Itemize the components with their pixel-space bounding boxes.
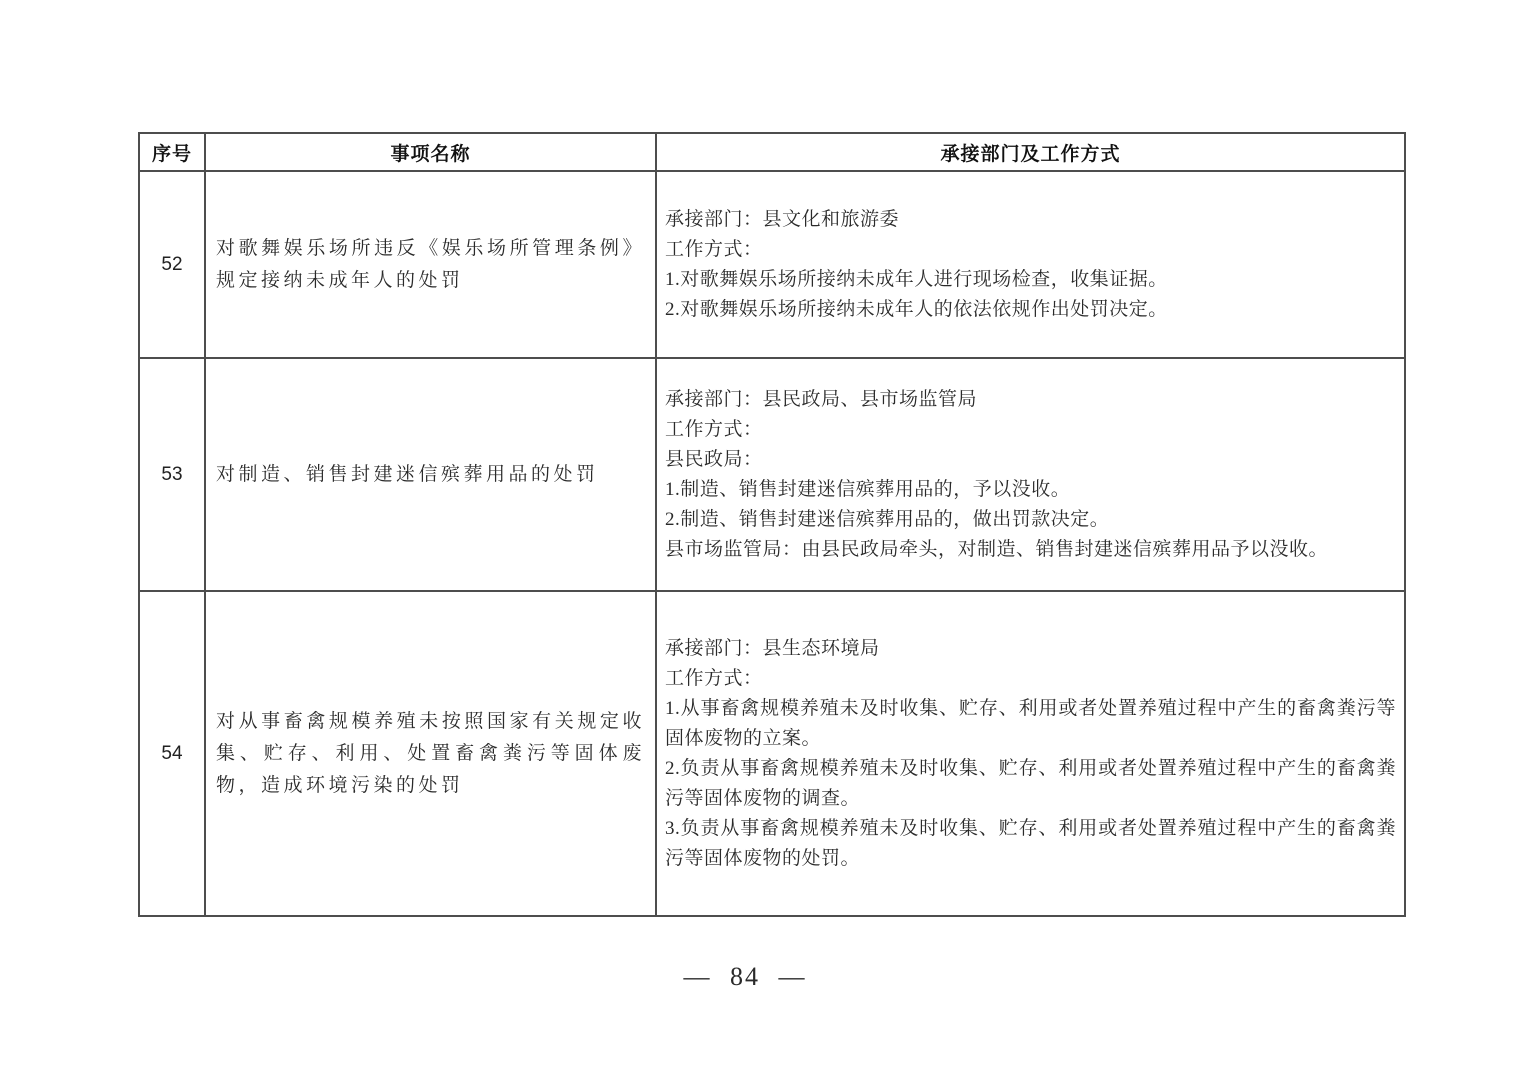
- row-detail: [656, 358, 1405, 591]
- row-item-name: 对制造、销售封建迷信殡葬用品的处罚: [205, 358, 656, 591]
- page-footer: [0, 962, 1490, 992]
- detail-line: 工作方式：: [665, 667, 763, 689]
- detail-line: 1.从事畜禽规模养殖未及时收集、贮存、利用或者处置养殖过程中产生的畜禽粪污等固体废物的立案。: [665, 697, 1396, 749]
- row-item-name: 对歌舞娱乐场所违反《娱乐场所管理条例》规定接纳未成年人的处罚: [205, 171, 656, 358]
- detail-line: 工作方式：: [665, 238, 763, 260]
- detail-line: 1.制造、销售封建迷信殡葬用品的，予以没收。: [665, 478, 1071, 500]
- detail-line: 工作方式：: [665, 418, 763, 440]
- detail-line: 2.制造、销售封建迷信殡葬用品的，做出罚款决定。: [665, 508, 1110, 530]
- detail-line: 3.负责从事畜禽规模养殖未及时收集、贮存、利用或者处置养殖过程中产生的畜禽粪污等固体废物的处罚。: [665, 817, 1396, 869]
- header-item-name: 事项名称: [205, 133, 656, 171]
- table-row: [139, 591, 1405, 916]
- detail-line: 县民政局：: [665, 448, 763, 470]
- row-item-name: 对从事畜禽规模养殖未按照国家有关规定收集、贮存、利用、处置畜禽粪污等固体废物，造成环境污染的处罚: [205, 591, 656, 916]
- row-serial-number: 52: [139, 171, 205, 358]
- header-row: [139, 133, 1405, 171]
- header-department-method: 承接部门及工作方式: [656, 133, 1405, 171]
- items-table: [138, 132, 1406, 917]
- row-detail: [656, 171, 1405, 358]
- row-serial-number: 53: [139, 358, 205, 591]
- detail-line: 承接部门：县生态环境局: [665, 637, 880, 659]
- detail-line: 2.负责从事畜禽规模养殖未及时收集、贮存、利用或者处置养殖过程中产生的畜禽粪污等固体废物的调查。: [665, 757, 1396, 809]
- detail-line: 2.对歌舞娱乐场所接纳未成年人的依法依规作出处罚决定。: [665, 298, 1168, 320]
- page-number: — 84 —: [683, 962, 807, 991]
- table-row: [139, 358, 1405, 591]
- row-detail: [656, 591, 1405, 916]
- detail-line: 承接部门：县文化和旅游委: [665, 208, 900, 230]
- header-serial-number: 序号: [139, 133, 205, 171]
- detail-line: 1.对歌舞娱乐场所接纳未成年人进行现场检查，收集证据。: [665, 268, 1168, 290]
- detail-line: 承接部门：县民政局、县市场监管局: [665, 388, 978, 410]
- row-serial-number: 54: [139, 591, 205, 916]
- table-body: [139, 171, 1405, 916]
- table-row: [139, 171, 1405, 358]
- detail-line: 县市场监管局：由县民政局牵头，对制造、销售封建迷信殡葬用品予以没收。: [665, 538, 1329, 560]
